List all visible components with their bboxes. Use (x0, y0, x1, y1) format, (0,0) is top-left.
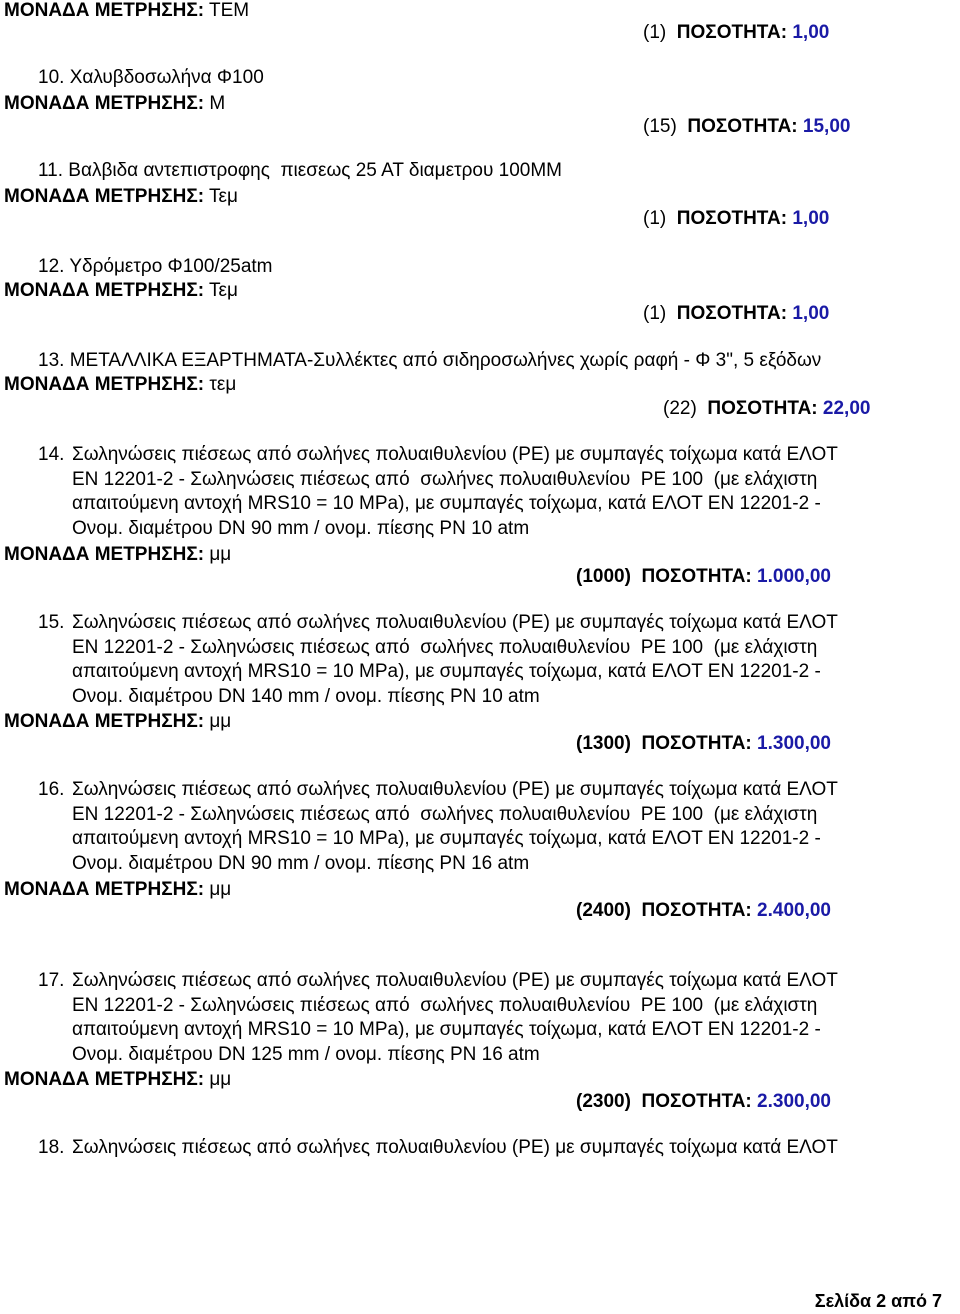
quantity-value: 1.300,00 (757, 733, 831, 754)
quantity-label: ΠΟΣΟΤΗΤΑ: (641, 1091, 752, 1112)
item-12-quantity (643, 303, 829, 325)
quantity-label: ΠΟΣΟΤΗΤΑ: (641, 900, 752, 921)
description-line: Ονομ. διαμέτρου DN 125 mm / ονομ. πίεσης PN 16 atm (72, 1043, 540, 1065)
item-14-unit (4, 544, 231, 566)
quantity-value: 2.300,00 (757, 1091, 831, 1112)
unit-label: ΜΟΝΑΔΑ ΜΕΤΡΗΣΗΣ: (4, 1069, 205, 1090)
item-15-unit (4, 711, 231, 733)
quantity-label: ΠΟΣΟΤΗΤΑ: (641, 566, 752, 587)
item-18-description (72, 1136, 942, 1161)
unit-row (4, 0, 249, 22)
item-17-quantity (576, 1091, 831, 1113)
description-line: ΕΝ 12201-2 - Σωληνώσεις πιέσεως από σωλήνες πολυαιθυλενίου PE 100 (με ελάχιστη (72, 803, 818, 825)
quantity-value: 2.400,00 (757, 900, 831, 921)
quantity-label: ΠΟΣΟΤΗΤΑ: (676, 208, 788, 229)
item-16-description (72, 778, 942, 876)
unit-label: ΜΟΝΑΔΑ ΜΕΤΡΗΣΗΣ: (4, 544, 205, 565)
description-line: ΕΝ 12201-2 - Σωληνώσεις πιέσεως από σωλήνες πολυαιθυλενίου PE 100 (με ελάχιστη (72, 468, 818, 490)
item-10-quantity (643, 116, 850, 138)
unit-value: Μ (209, 93, 226, 114)
item-10-title (38, 67, 264, 89)
item-15-description (72, 611, 942, 709)
quantity-value: 1,00 (792, 208, 830, 229)
item-16-quantity (576, 900, 831, 922)
quantity-label: ΠΟΣΟΤΗΤΑ: (707, 398, 818, 419)
unit-value: μμ (209, 544, 232, 565)
description-line: απαιτούμενη αντοχή MRS10 = 10 MPa), με συμπαγές τοίχωμα, κατά ΕΛΟΤ ΕΝ 12201-2 - (72, 828, 821, 849)
item-number: 11. (38, 160, 64, 181)
item-12-unit (4, 280, 238, 302)
description-line: Σωληνώσεις πιέσεως από σωλήνες πολυαιθυλενίου (PE) με συμπαγές τοίχωμα κατά ΕΛΟΤ (72, 612, 838, 633)
description-line: Σωληνώσεις πιέσεως από σωλήνες πολυαιθυλενίου (PE) με συμπαγές τοίχωμα κατά ΕΛΟΤ (72, 970, 838, 991)
item-number: 10. (38, 67, 65, 88)
quantity-value: 1.000,00 (757, 566, 831, 587)
item-text: Βαλβιδα αντεπιστροφης πιεσεως 25 ΑΤ διαμετρου 100ΜΜ (68, 160, 562, 181)
item-14-description (72, 443, 942, 541)
quantity-value: 22,00 (822, 398, 871, 419)
quantity-label: ΠΟΣΟΤΗΤΑ: (687, 116, 798, 137)
quantity-row (643, 22, 829, 44)
unit-label: ΜΟΝΑΔΑ ΜΕΤΡΗΣΗΣ: (4, 879, 205, 900)
item-11-quantity (643, 208, 829, 230)
quantity-paren: (1) (643, 208, 667, 229)
quantity-paren: (2400) (576, 900, 631, 921)
unit-value: ΤΕΜ (209, 0, 250, 21)
unit-value: μμ (209, 879, 232, 900)
unit-label: ΜΟΝΑΔΑ ΜΕΤΡΗΣΗΣ: (4, 374, 205, 395)
description-line: Σωληνώσεις πιέσεως από σωλήνες πολυαιθυλενίου (PE) με συμπαγές τοίχωμα κατά ΕΛΟΤ (72, 779, 838, 800)
item-number: 12. (38, 256, 65, 277)
item-number: 18. (38, 1137, 65, 1158)
description-line: απαιτούμενη αντοχή MRS10 = 10 MPa), με συμπαγές τοίχωμα, κατά ΕΛΟΤ ΕΝ 12201-2 - (72, 661, 821, 682)
quantity-paren: (1000) (576, 566, 631, 587)
item-17-description (72, 969, 942, 1067)
quantity-label: ΠΟΣΟΤΗΤΑ: (676, 303, 788, 324)
item-text: Χαλυβδοσωλήνα Φ100 (69, 67, 264, 88)
item-17-unit (4, 1069, 231, 1091)
item-number: 13. (38, 350, 65, 371)
item-number: 16. (38, 779, 65, 800)
item-number: 17. (38, 970, 65, 991)
quantity-paren: (2300) (576, 1091, 631, 1112)
unit-label: ΜΟΝΑΔΑ ΜΕΤΡΗΣΗΣ: (4, 280, 205, 301)
item-13-unit (4, 374, 236, 396)
unit-value: Τεμ (209, 280, 238, 301)
quantity-paren: (1300) (576, 733, 631, 754)
item-text: ΜΕΤΑΛΛΙΚΑ ΕΞΑΡΤΗΜΑΤΑ-Συλλέκτες από σιδηροσωλήνες χωρίς ραφή - Φ 3", 5 εξόδων (69, 350, 822, 371)
description-line: Σωληνώσεις πιέσεως από σωλήνες πολυαιθυλενίου (PE) με συμπαγές τοίχωμα κατά ΕΛΟΤ (72, 444, 838, 465)
unit-label: ΜΟΝΑΔΑ ΜΕΤΡΗΣΗΣ: (4, 186, 205, 207)
item-number: 14. (38, 444, 65, 465)
unit-label: ΜΟΝΑΔΑ ΜΕΤΡΗΣΗΣ: (4, 93, 205, 114)
item-14-quantity (576, 566, 831, 588)
unit-label: ΜΟΝΑΔΑ ΜΕΤΡΗΣΗΣ: (4, 711, 205, 732)
description-line: Ονομ. διαμέτρου DN 90 mm / ονομ. πίεσης PN 10 atm (72, 517, 530, 539)
quantity-value: 1,00 (792, 303, 830, 324)
description-line: Σωληνώσεις πιέσεως από σωλήνες πολυαιθυλενίου (PE) με συμπαγές τοίχωμα κατά ΕΛΟΤ (72, 1137, 838, 1158)
item-12-title (38, 256, 273, 278)
description-line: απαιτούμενη αντοχή MRS10 = 10 MPa), με συμπαγές τοίχωμα, κατά ΕΛΟΤ ΕΝ 12201-2 - (72, 493, 821, 514)
quantity-value: 15,00 (802, 116, 851, 137)
item-16-unit (4, 879, 231, 901)
description-line: ΕΝ 12201-2 - Σωληνώσεις πιέσεως από σωλήνες πολυαιθυλενίου PE 100 (με ελάχιστη (72, 636, 818, 658)
quantity-paren: (1) (643, 303, 667, 324)
item-10-unit (4, 93, 225, 115)
description-line: Ονομ. διαμέτρου DN 90 mm / ονομ. πίεσης PN 16 atm (72, 852, 530, 874)
description-line: ΕΝ 12201-2 - Σωληνώσεις πιέσεως από σωλήνες πολυαιθυλενίου PE 100 (με ελάχιστη (72, 994, 818, 1016)
description-line: Ονομ. διαμέτρου DN 140 mm / ονομ. πίεσης PN 10 atm (72, 685, 540, 707)
page-footer: Σελίδα 2 από 7 (814, 1291, 942, 1311)
quantity-paren: (22) (663, 398, 697, 419)
item-13-title (38, 350, 821, 372)
quantity-label: ΠΟΣΟΤΗΤΑ: (641, 733, 752, 754)
item-11-title (38, 160, 562, 182)
unit-label: ΜΟΝΑΔΑ ΜΕΤΡΗΣΗΣ: (4, 0, 205, 21)
unit-value: Τεμ (209, 186, 238, 207)
item-13-quantity (663, 398, 870, 420)
unit-value: μμ (209, 1069, 232, 1090)
item-11-unit (4, 186, 238, 208)
item-number: 15. (38, 612, 65, 633)
item-text: Υδρόμετρο Φ100/25atm (69, 256, 273, 277)
unit-value: τεμ (209, 374, 237, 395)
quantity-paren: (15) (643, 116, 677, 137)
quantity-value: 1,00 (792, 22, 830, 43)
unit-value: μμ (209, 711, 232, 732)
item-15-quantity (576, 733, 831, 755)
quantity-label: ΠΟΣΟΤΗΤΑ: (676, 22, 788, 43)
description-line: απαιτούμενη αντοχή MRS10 = 10 MPa), με συμπαγές τοίχωμα, κατά ΕΛΟΤ ΕΝ 12201-2 - (72, 1019, 821, 1040)
quantity-paren: (1) (643, 22, 667, 43)
